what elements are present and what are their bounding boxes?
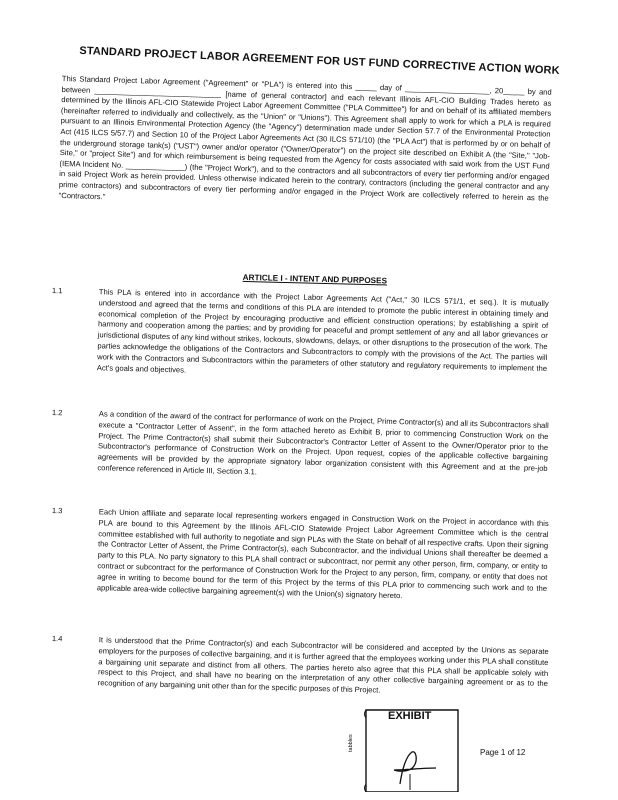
section-1-3 xyxy=(51,506,558,600)
stamp-side-text: tabbles xyxy=(348,734,354,752)
section-text: It is understood that the Prime Contractor(s) and each Subcontractor will be considered and accepted by the Unions as separate employers for the purposes of collective bargaining, and it is further agreed that the employees working under this PLA shall constitute a bargaining unit separate and distinct from all others. The parties hereto also agree that this PLA shall be applicable solely with respect to this Project, and shall have no bearing on the interpretation of any other collective bargaining agreement or as to the recognition of any bargaining unit other than for the specific purposes of this Project. xyxy=(97,635,549,695)
section-text: Each Union affiliate and separate local representing workers engaged in Construction Work on the Project in accordance with this PLA are bound to this Agreement by the Illinois AFL-CIO Statewide Project Labor Agreement Committee which is the central committee established with full authority to negotiate and sign PLAs with the State on behalf of all respective crafts. Upon their signing the Contractor Letter of Assent, the Prime Contractor(s), each Subcontractor, and the individual Unions shall thereafter be deemed a party to this PLA. No party signatory to this PLA shall contract or subcontract, nor permit any other person, firm, company, or entity to contract or subcontract for the performance of Construction Work for the Project to any person, firm, company, or entity that does not agree in writing to become bound for the term of this Project by the terms of this PLA prior to commencing such work and to the applicable area-wide collective bargaining agreement(s) with the Union(s) signatory hereto. xyxy=(96,507,549,600)
section-number: 1.4 xyxy=(51,634,63,644)
exhibit-label: EXHIBIT xyxy=(388,710,432,722)
signature-scribble xyxy=(394,752,436,784)
document-title: STANDARD PROJECT LABOR AGREEMENT FOR UST FUND CORRECTIVE ACTION WORK xyxy=(79,44,560,77)
section-1-2 xyxy=(51,408,558,477)
section-number: 1.1 xyxy=(51,286,63,296)
section-number: 1.3 xyxy=(51,506,63,516)
section-text: As a condition of the award of the contract for performance of work on the Project, Prime Contractor(s) and all its Subcontractors shall execute a "Contractor Letter of Assent", in the form attached hereto as Exhibit B, prior to commencing Construction Work on the Project. The Prime Contractor(s) shall submit their Subcontractor's Contractor Letter of Assent to the Owner/Operator prior to the Subcontractor's performance of Construction Work on the Project. Upon request, copies of the applicable collective bargaining agreements will be provided by the appropriate signatory labor organization consistent with this Agreement and at the pre-job conference referenced in Article III, Section 3.1. xyxy=(97,409,549,477)
intro-paragraph: This Standard Project Labor Agreement ("Agreement" or "PLA") is entered into this _____ day of ____________________, 20_____ by and between ______________________________ [name of general contractor] and each relevant Illinois AFL-CIO Building Trades hereto as determined by the Illinois AFL-CIO Statewide Project Labor Agreement Committee ("PLA Committee") for and on behalf of its affiliated members (hereinafter referred to individually and collectively, as the "Union" or "Unions"). This Agreement shall apply to work for which a PLA is required pursuant to an Illinois Environmental Protection Agency (the "Agency") determination made under Section 57.7 of the Environmental Protection Act (415 ILCS 5/57.7) and Section 10 of the Project Labor Agreements Act (30 ILCS 571/10) (the "PLA Act") that is performed by or on behalf of the underground storage tank(s) ("UST") owner and/or operator ("Owner/Operator") on the project site described on Exhibit A (the "Site," "Job-Site," or "project Site") and for which reimbursement is being requested from the Agency for costs associated with said work from the UST Fund (IEMA Incident No. ______________) (the "Project Work"), and to the contractors and all subcontractors of every tier performing and/or engaged in said Project Work as herein provided. Unless otherwise indicated herein to the contrary, contractors (including the general contractor and any prime contractors) and subcontractors of every tier performing and/or engaged in the Project Work are collectively referred to herein as the "Contractors." xyxy=(58,74,552,203)
section-text: This PLA is entered into in accordance with the Project Labor Agreements Act ("Act," 30 ILCS 571/1, et seq.). It is mutually understood and agreed that the terms and conditions of this PLA are intended to promote the public interest in obtaining timely and economical completion of the Project by encouraging productive and efficient construction operations; by establishing a spirit of harmony and cooperation among the parties; and by providing for peaceful and prompt settlement of any and all labor grievances or jurisdictional disputes of any kind without strikes, lockouts, slowdowns, delays, or other disruptions to the prosecution of the work. The parties acknowledge the obligations of the Contractors and Subcontractors to comply with the provisions of the Act. The parties will work with the Contractors and Subcontractors within the parameters of other statutory and regulatory requirements to implement the Act's goals and objectives. xyxy=(96,287,549,375)
exhibit-stamp xyxy=(348,708,464,792)
section-1-1 xyxy=(51,286,558,375)
article-heading: ARTICLE I - INTENT AND PURPOSES xyxy=(242,272,388,286)
section-number: 1.2 xyxy=(51,408,63,418)
section-1-4 xyxy=(51,634,558,695)
page-number: Page 1 of 12 xyxy=(480,748,526,757)
